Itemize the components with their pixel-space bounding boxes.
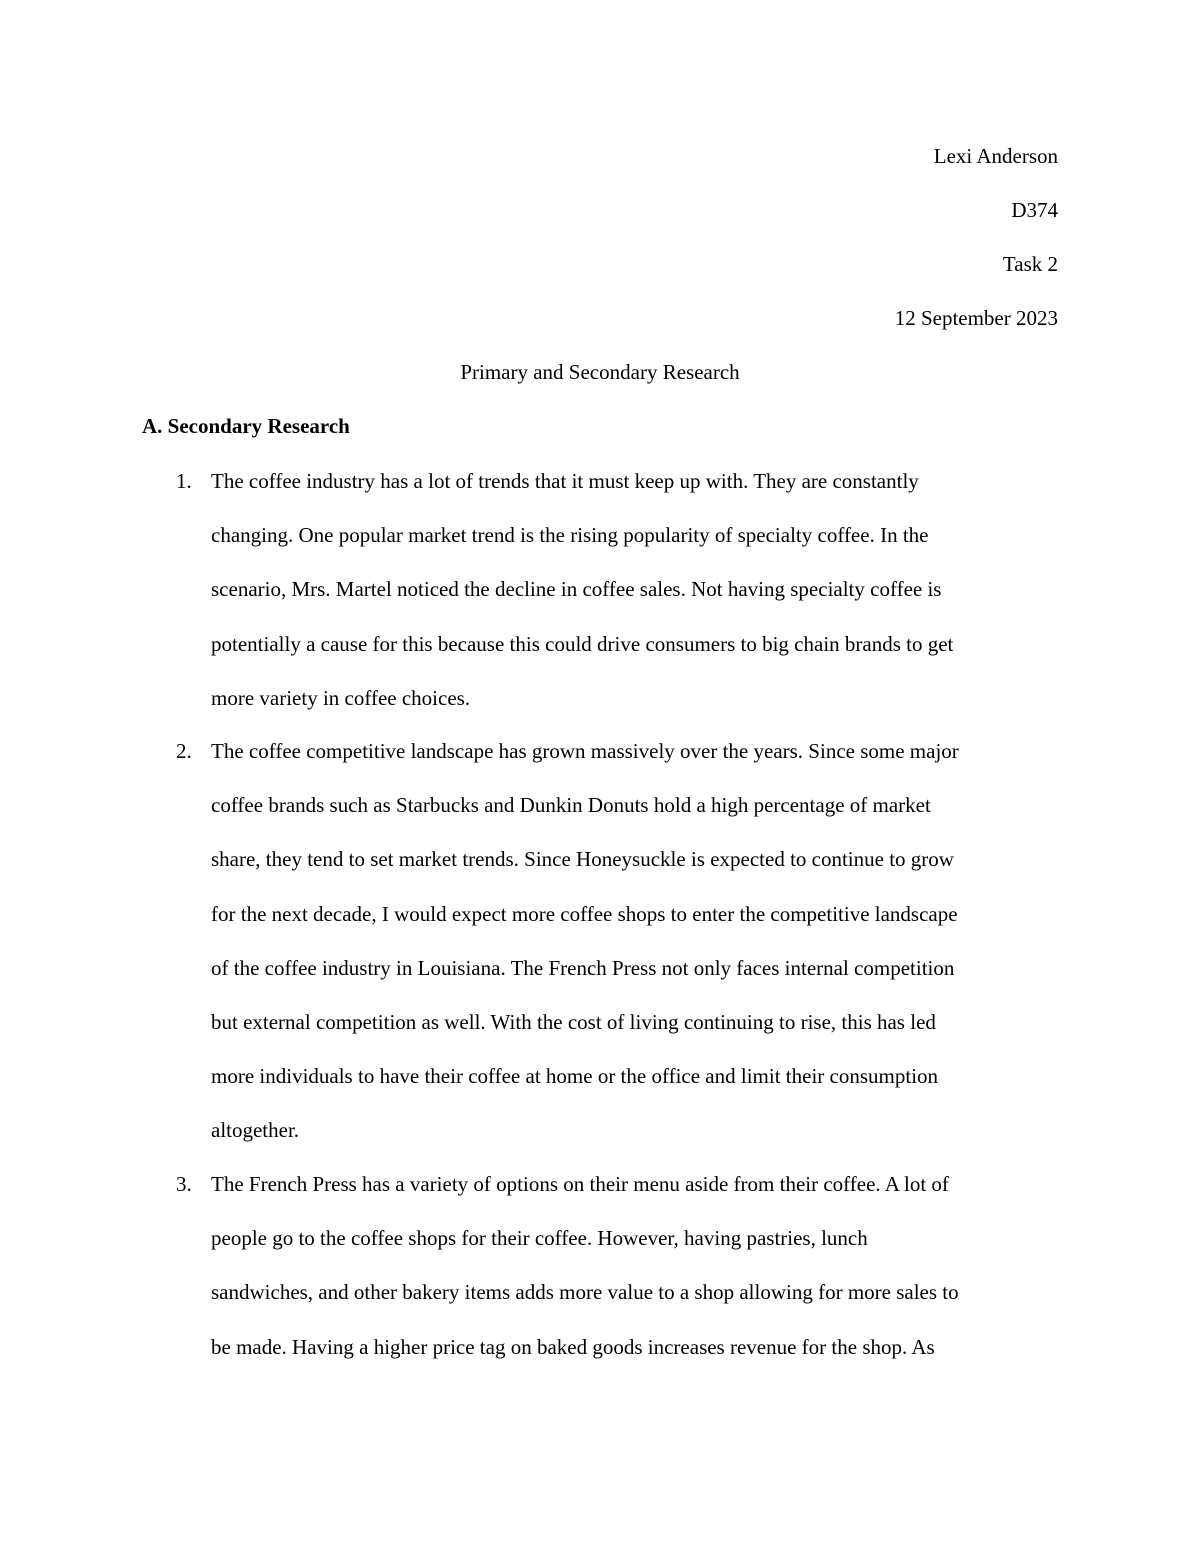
list-item [211, 454, 1061, 725]
list-item-number: 1. [176, 469, 192, 493]
course-code: D374 [1011, 198, 1058, 222]
paragraph-line: for the next decade, I would expect more coffee shops to enter the competitive landscape [211, 901, 958, 926]
list-item-number: 2. [176, 739, 192, 763]
author-name: Lexi Anderson [933, 144, 1058, 168]
paragraph-line: more individuals to have their coffee at home or the office and limit their consumption [211, 1064, 939, 1089]
paragraph-line: altogether. [211, 1118, 300, 1143]
task-label: Task 2 [1002, 252, 1058, 276]
paragraph-line: The coffee competitive landscape has grown massively over the years. Since some major [211, 739, 959, 763]
document-date: 12 September 2023 [894, 306, 1058, 330]
paragraph-line: scenario, Mrs. Martel noticed the decline in coffee sales. Not having specialty coffee is [211, 577, 942, 602]
paragraph-line: more variety in coffee choices. [211, 685, 471, 710]
paragraph-line: share, they tend to set market trends. Since Honeysuckle is expected to continue to grow [211, 847, 954, 872]
paragraph-line: potentially a cause for this because this could drive consumers to big chain brands to get [211, 631, 954, 656]
paragraph-line: sandwiches, and other bakery items adds more value to a shop allowing for more sales to [211, 1280, 959, 1305]
paragraph-line: The French Press has a variety of options on their menu aside from their coffee. A lot of [211, 1172, 949, 1196]
list-item [211, 1157, 1061, 1374]
paragraph-line: be made. Having a higher price tag on baked goods increases revenue for the shop. As [211, 1334, 935, 1359]
paragraph-line: changing. One popular market trend is the rising popularity of specialty coffee. In the [211, 523, 929, 548]
document-title: Primary and Secondary Research [460, 360, 740, 384]
paragraph-line: of the coffee industry in Louisiana. The French Press not only faces internal competition [211, 955, 955, 980]
section-heading: A. Secondary Research [142, 414, 350, 438]
list-item [211, 724, 1061, 1158]
paragraph-line: coffee brands such as Starbucks and Dunkin Donuts hold a high percentage of market [211, 793, 931, 818]
paragraph-line: people go to the coffee shops for their coffee. However, having pastries, lunch [211, 1226, 868, 1251]
paragraph-line: The coffee industry has a lot of trends that it must keep up with. They are constantly [211, 469, 919, 493]
list-item-number: 3. [176, 1172, 192, 1196]
paragraph-line: but external competition as well. With the cost of living continuing to rise, this has led [211, 1010, 936, 1035]
